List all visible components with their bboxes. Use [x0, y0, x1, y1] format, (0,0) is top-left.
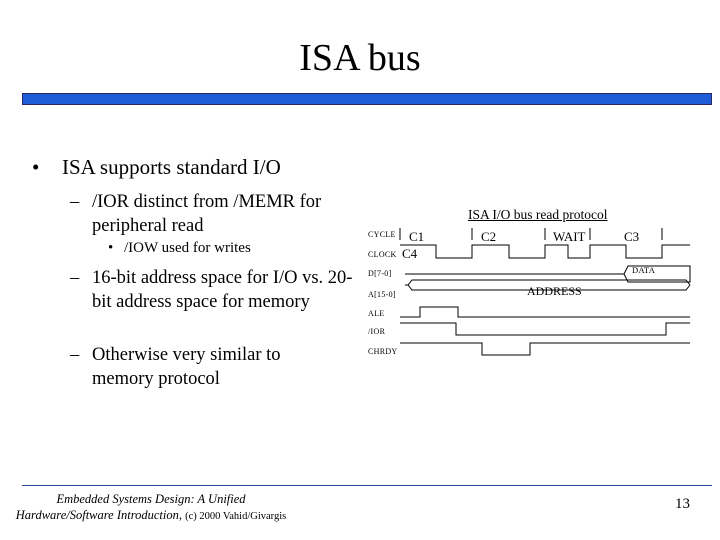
bullet-address-space: 16-bit address space for I/O vs. 20-bit address space for memory: [92, 268, 353, 312]
footer-rule: [22, 485, 712, 486]
dash-marker: –: [70, 268, 80, 288]
signal-label-cycle: CYCLE: [368, 230, 396, 239]
cycle-label-wait: WAIT: [553, 229, 586, 244]
footer-line-2: [10, 507, 292, 525]
signal-label-address: A[15-0]: [368, 290, 396, 299]
footer-line-1: Embedded Systems Design: A Unified: [56, 492, 246, 506]
cycle-label-c2: C2: [481, 229, 497, 244]
signal-label-ior: /IOR: [368, 327, 386, 336]
footer-citation: [10, 491, 292, 525]
signal-label-data: D[7-0]: [368, 269, 392, 278]
cycle-label-c4: C4: [402, 246, 418, 261]
bus-label-address: ADDRESS: [527, 284, 582, 298]
footer-line-2-italic: Hardware/Software Introduction,: [15, 508, 182, 522]
bullet-iow: /IOW used for writes: [124, 240, 251, 256]
signal-label-chrdy: CHRDY: [368, 347, 398, 356]
cycle-label-c3: C3: [624, 229, 640, 244]
bullet-isa-io: ISA supports standard I/O: [62, 155, 281, 179]
bus-label-data: DATA: [632, 265, 656, 275]
dash-marker: –: [70, 345, 80, 365]
chrdy-waveform: [400, 343, 690, 355]
bullet-ior: /IOR distinct from /MEMR for peripheral read: [92, 192, 322, 236]
signal-label-clock: CLOCK: [368, 250, 397, 259]
footer-copyright: (c) 2000 Vahid/Givargis: [185, 511, 287, 522]
cycle-label-c1: C1: [409, 229, 425, 244]
ale-waveform: [400, 307, 690, 317]
ior-waveform: [400, 323, 690, 335]
signal-label-ale: ALE: [368, 309, 385, 318]
bullet-marker: •: [32, 155, 40, 179]
dash-marker: –: [70, 192, 80, 212]
bullet-similar: Otherwise very similar to memory protocol: [92, 345, 281, 389]
clock-waveform: [400, 245, 690, 258]
slide-title: ISA bus: [299, 37, 421, 79]
diagram-title: ISA I/O bus read protocol: [468, 207, 608, 222]
address-bus-bottom: [405, 285, 690, 290]
bullet-marker-small: •: [108, 240, 114, 256]
page-number: 13: [675, 496, 690, 512]
